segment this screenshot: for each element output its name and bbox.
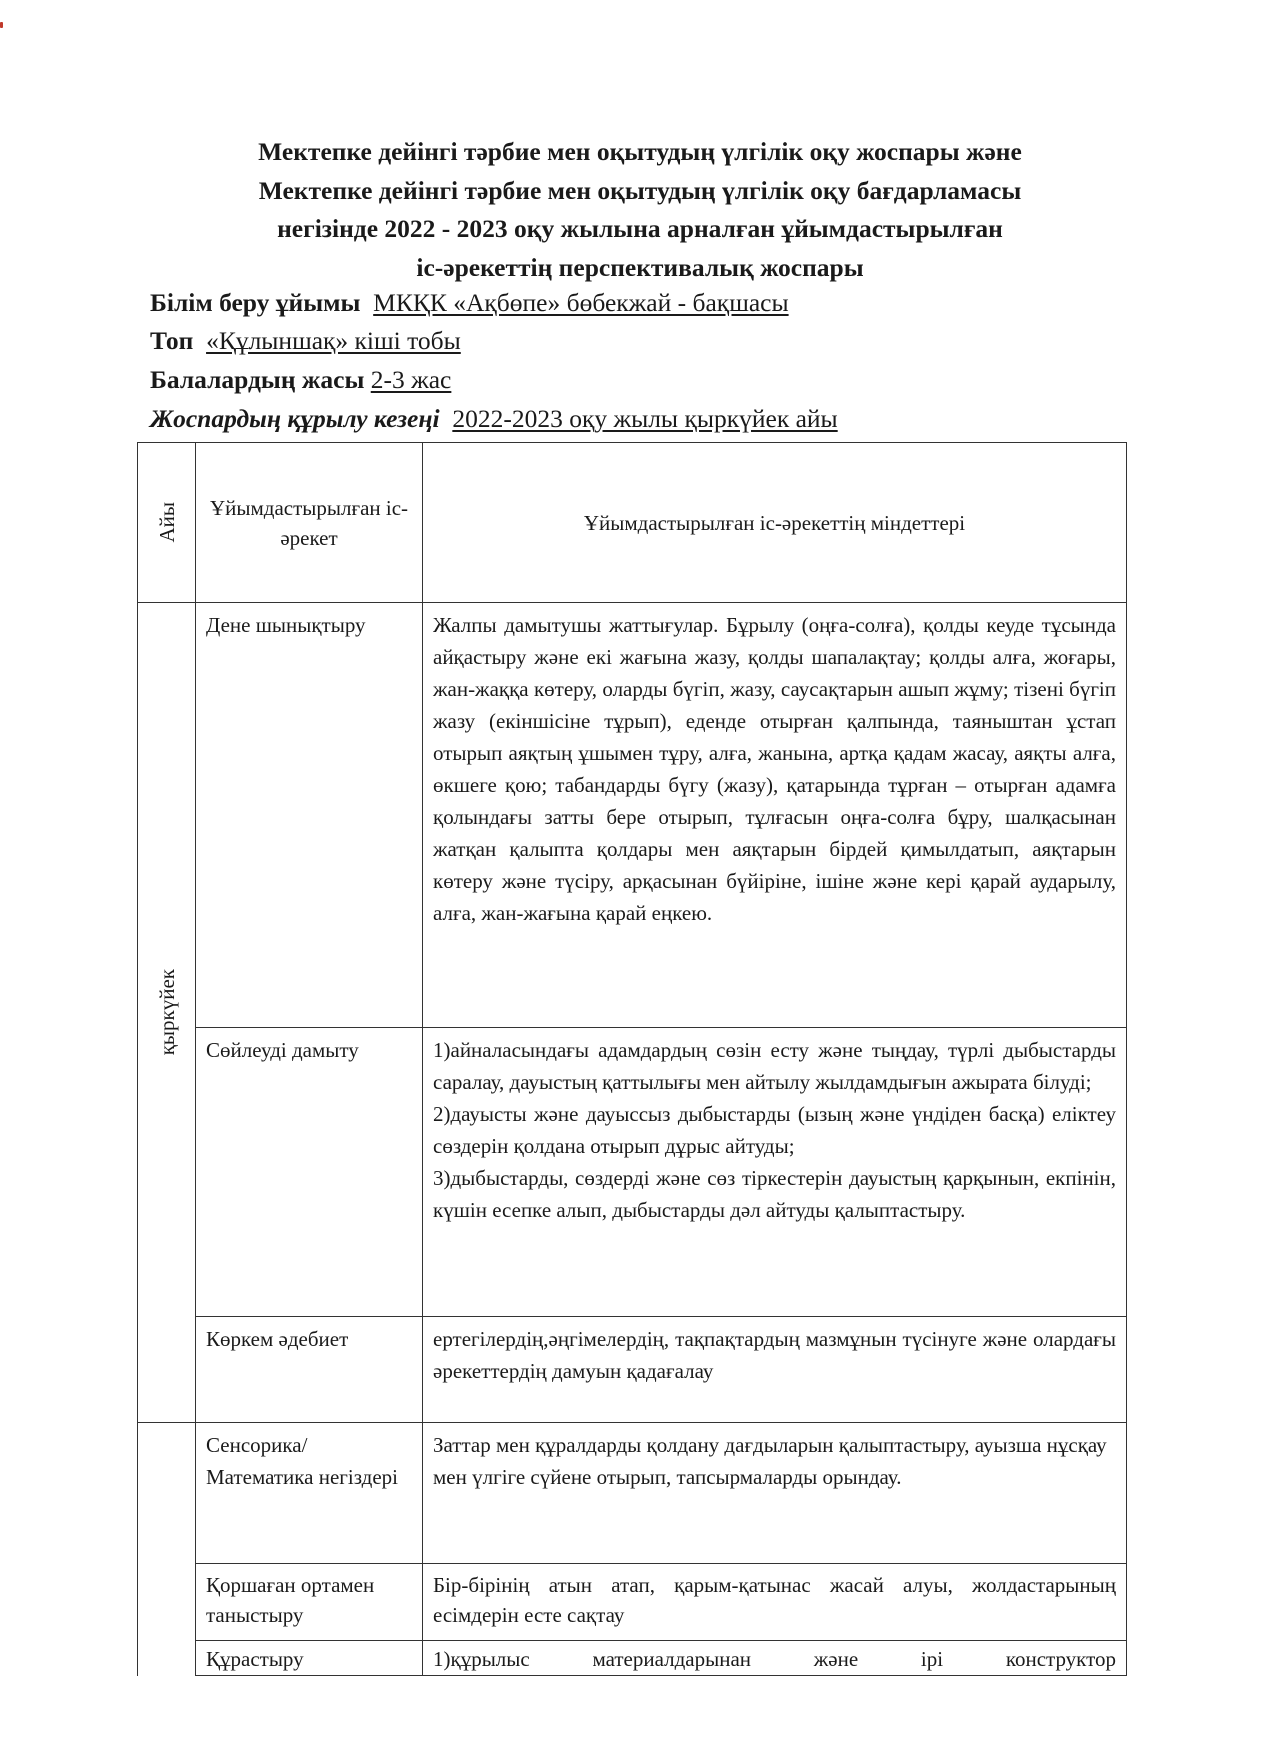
tasks-cell: ертегілердің,әңгімелердің, тақпақтардың мазмұнын түсінуге және олардағы әрекеттердің дамуын қадағалау [423,1317,1127,1423]
header-activity: Ұйымдастырылған іс-әрекет [209,495,409,550]
activity-cell: Қоршаған ортамен таныстыру [196,1564,423,1641]
activity-cell: Сенсорика/ Математика негіздері [196,1423,423,1564]
table-row [138,1641,1127,1676]
header-month-cell [138,443,196,603]
month-cell-empty [138,1423,196,1676]
title-line-2: Мектепке дейінгі тәрбие мен оқытудың үлгілік оқу бағдарламасы [258,175,1022,205]
tasks-cell: Бір-бірінің атын атап, қарым-қатынас жасай алуы, жолдастарының есімдерін есте сақтау [423,1564,1127,1641]
period-value: 2022-2023 оқу жылы қыркүйек айы [452,404,838,433]
task-item: 1)айналасындағы адамдардың сөзін есту және тыңдау, түрлі дыбыстарды саралау, дауыстың қаттылығы мен айтылу жылдамдығын ажырата білуді; [433,1038,1116,1094]
month-label: қыркүйек [154,969,179,1056]
age-label: Балалардың жасы [150,365,365,394]
header-tasks-cell [423,443,1127,603]
meta-age [150,365,451,395]
document-title [120,133,1160,287]
task-item: 3)дыбыстарды, сөздерді және сөз тіркестерін дауыстың қарқынын, екпінін, күшін есепке алып, дыбыстарды дәл айтуды қалыптастыру. [433,1166,1116,1222]
tasks-cell [423,1028,1127,1317]
tasks-cell: 1)құрылыс материалдарынан және ірі конструктор [423,1641,1127,1676]
age-value: 2-3 жас [370,365,452,394]
month-cell [138,603,196,1423]
header-month: Айы [154,502,179,543]
header-activity-cell [196,443,423,603]
table-row [138,1423,1127,1564]
activity-cell: Құрастыру [196,1641,423,1676]
period-label: Жоспардың құрылу кезеңі [150,404,440,433]
task-item: 2)дауысты және дауыссыз дыбыстарды (ызың және үндіден басқа) еліктеу сөздерін қолдана отырып дұрыс айтуды; [433,1102,1116,1158]
tasks-cell: Заттар мен құралдарды қолдану дағдыларын қалыптастыру, ауызша нұсқау мен үлгіге сүйене отырып, тапсырмаларды орындау. [423,1423,1127,1564]
table-row [138,603,1127,1028]
activity-cell: Сөйлеуді дамыту [196,1028,423,1317]
plan-table [137,442,1127,1676]
table-header-row [138,443,1127,603]
activity-cell: Дене шынықтыру [196,603,423,1028]
table-row [138,1028,1127,1317]
tasks-cell: Жалпы дамытушы жаттығулар. Бұрылу (оңға-солға), қолды кеуде тұсында айқастыру және екі жағына жазу, қолды шапалақтау; қолды алға, жоғары, жан-жаққа көтеру, оларды бүгіп, жазу, саусақтарын ашып жұму; тізені бүгіп жазу (екіншісіне тұрып), еденде отырған қалпында, таяныштан ұстап отырып аяқтың ұшымен тұру, алға, жанына, артқа қадам жасау, аяқты алға, өкшеге қою; табандарды бүгу (жазу), қатарында тұрған – отырған адамға қолындағы затты бере отырып, тұлғасын оңға-солға бұру, шалқасынан жатқан қалыпта қолдары мен аяқтарын бірдей қимылдатып, аяқтарын көтеру және түсіру, арқасынан бүйіріне, ішіне және кері қарай аударылу, алға, жан-жағына қарай еңкею. [423,603,1127,1028]
meta-period [150,404,838,434]
scan-mark [0,22,3,28]
title-line-4: іс-әрекеттің перспективалық жоспары [416,252,864,282]
organization-label: Білім беру ұйымы [150,288,361,317]
table-row [138,1564,1127,1641]
organization-value: МКҚК «Ақбөпе» бөбекжай - бақшасы [373,288,789,317]
group-label: Топ [150,326,194,355]
title-line-1: Мектепке дейінгі тәрбие мен оқытудың үлгілік оқу жоспары және [258,137,1022,166]
meta-organization [150,288,789,318]
title-line-3: негізінде 2022 - 2023 оқу жылына арналған ұйымдастырылған [277,214,1003,243]
meta-group [150,326,461,356]
header-tasks: Ұйымдастырылған іс-әрекеттің міндеттері [583,510,966,535]
activity-cell: Көркем әдебиет [196,1317,423,1423]
group-value: «Құлыншақ» кіші тобы [206,326,461,355]
table-row [138,1317,1127,1423]
